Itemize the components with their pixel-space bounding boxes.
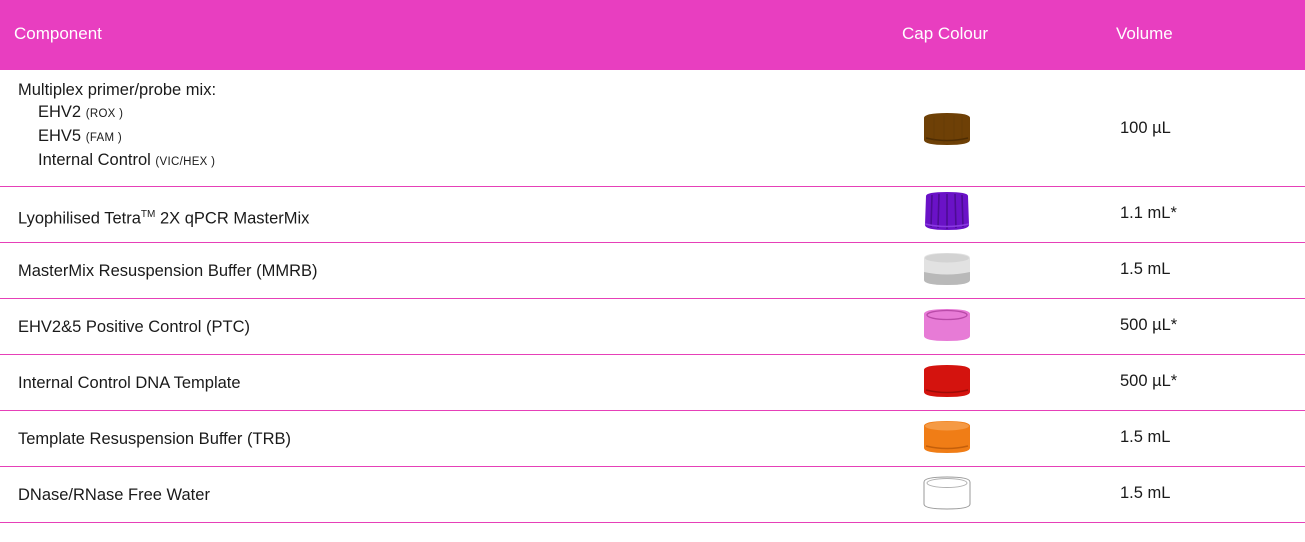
white-cap-icon: [922, 476, 972, 510]
header-component: Component: [14, 24, 102, 43]
table-row: [0, 70, 1305, 187]
component-cell: EHV2&5 Positive Control (PTC): [18, 318, 250, 336]
volume-cell: 1.5 mL: [1120, 428, 1171, 446]
clear-grey-cap-icon: [922, 252, 972, 286]
volume-cell: 500 µL*: [1120, 372, 1178, 390]
subitem-ehv2: EHV2 (ROX ): [38, 103, 124, 121]
orange-cap-icon: [922, 420, 972, 454]
table-row: [0, 355, 1305, 411]
component-cell: DNase/RNase Free Water: [18, 486, 210, 504]
component-cell: Internal Control DNA Template: [18, 374, 241, 392]
subitem-internal-control: Internal Control (VIC/HEX ): [38, 151, 216, 169]
component-cell: Template Resuspension Buffer (TRB): [18, 430, 291, 448]
brown-cap-icon: [922, 112, 972, 146]
table-row: [0, 411, 1305, 467]
pink-cap-icon: [922, 308, 972, 342]
volume-cell: 1.5 mL: [1120, 484, 1171, 502]
header-cap-colour: Cap Colour: [902, 24, 988, 43]
volume-cell: 1.5 mL: [1120, 260, 1171, 278]
volume-cell: 100 µL: [1120, 119, 1171, 137]
header-volume: Volume: [1116, 24, 1173, 43]
table-header: [0, 0, 1305, 70]
component-cell: Lyophilised Tetra™ 2X qPCR MasterMix: [18, 209, 310, 228]
table-row: [0, 187, 1305, 243]
component-cell: MasterMix Resuspension Buffer (MMRB): [18, 262, 318, 280]
component-title: Multiplex primer/probe mix:: [18, 81, 217, 99]
volume-cell: 500 µL*: [1120, 316, 1178, 334]
table-row: [0, 243, 1305, 299]
red-cap-icon: [922, 364, 972, 398]
subitem-ehv5: EHV5 (FAM ): [38, 127, 122, 145]
volume-cell: 1.1 mL*: [1120, 204, 1177, 222]
purple-cap-icon: [922, 191, 972, 231]
component-cell: [18, 79, 216, 173]
table-row: [0, 467, 1305, 523]
table-row: [0, 299, 1305, 355]
